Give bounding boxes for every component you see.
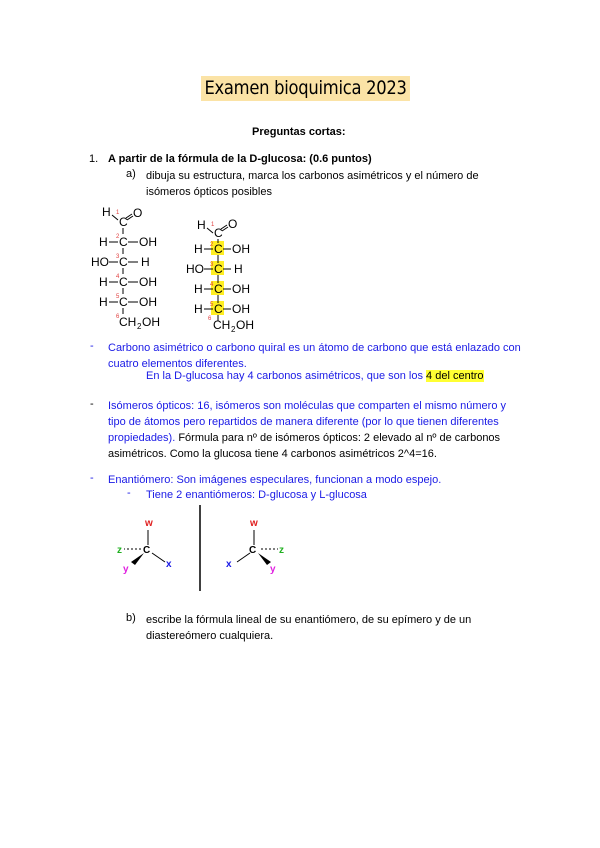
svg-text:C: C bbox=[119, 295, 128, 309]
stereo-center: C bbox=[249, 545, 257, 556]
svg-text:CH: CH bbox=[213, 318, 231, 332]
svg-text:2: 2 bbox=[137, 322, 142, 330]
asymmetric-carbon-detail: En la D-glucosa hay 4 carbonos asimétricos, que son los 4 del centro bbox=[146, 370, 484, 382]
label-y: y bbox=[270, 564, 276, 575]
label-x: x bbox=[226, 559, 232, 570]
svg-text:2: 2 bbox=[231, 325, 236, 334]
svg-text:1: 1 bbox=[211, 222, 215, 228]
svg-text:C: C bbox=[214, 282, 223, 296]
svg-text:H: H bbox=[99, 275, 108, 289]
svg-text:O: O bbox=[228, 217, 238, 231]
stereo-center: C bbox=[143, 545, 151, 556]
svg-text:5: 5 bbox=[116, 294, 120, 300]
glucose-fischer-diagram bbox=[85, 200, 175, 330]
svg-text:C: C bbox=[119, 275, 128, 289]
page-title: Examen bioquimica 2023 bbox=[201, 76, 410, 101]
atom-carbon: C bbox=[119, 215, 128, 229]
svg-text:OH: OH bbox=[139, 235, 157, 249]
label-w: w bbox=[145, 518, 153, 529]
svg-text:OH: OH bbox=[232, 282, 250, 296]
svg-text:C: C bbox=[214, 262, 223, 276]
svg-text:C: C bbox=[214, 242, 223, 256]
svg-text:OH: OH bbox=[236, 318, 254, 332]
part-a-text: dibuja su estructura, marca los carbonos asimétricos y el número de isómeros ópticos posibles bbox=[146, 170, 479, 198]
bullet-dash: - bbox=[90, 472, 94, 484]
svg-text:CH: CH bbox=[119, 315, 137, 329]
label-x: x bbox=[166, 559, 172, 570]
svg-text:O: O bbox=[133, 206, 143, 220]
section-heading: Preguntas cortas: bbox=[252, 126, 346, 138]
svg-text:4: 4 bbox=[116, 274, 120, 280]
svg-text:H: H bbox=[234, 262, 243, 276]
label-w: w bbox=[250, 518, 258, 529]
svg-text:HO: HO bbox=[91, 255, 109, 269]
enantiomer-mirror-diagram bbox=[108, 503, 308, 593]
svg-text:OH: OH bbox=[232, 242, 250, 256]
svg-text:OH: OH bbox=[139, 295, 157, 309]
svg-text:6: 6 bbox=[116, 314, 120, 320]
label-z: z bbox=[279, 545, 284, 556]
glucose-fischer-highlighted-diagram bbox=[180, 213, 270, 338]
svg-text:OH: OH bbox=[139, 275, 157, 289]
part-b-marker: b) bbox=[126, 612, 136, 624]
question-number: 1. bbox=[89, 153, 99, 165]
svg-text:3: 3 bbox=[116, 254, 120, 260]
label-y: y bbox=[123, 564, 129, 575]
svg-text:6: 6 bbox=[208, 316, 212, 322]
label-z: z bbox=[117, 545, 122, 556]
enantiomer-subpoint: Tiene 2 enantiómeros: D-glucosa y L-glucosa bbox=[146, 489, 367, 501]
svg-text:H: H bbox=[197, 218, 206, 232]
enantiomer-definition: Enantiómero: Son imágenes especulares, funcionan a modo espejo. bbox=[108, 474, 442, 486]
svg-text:H: H bbox=[99, 235, 108, 249]
svg-text:H: H bbox=[141, 255, 150, 269]
svg-text:C: C bbox=[214, 226, 223, 240]
optical-isomers-paragraph: Isómeros ópticos: 16, isómeros son moléculas que comparten el mismo número y tipo de átomos pero repartidos de manera diferente (por lo que tienen diferentes propiedades). Fórmula para nº de isómeros ópticos: 2 elevado al nº de carbonos asimétricos. Como la glucosa tiene 4 carbonos asimétricos 2^4=16. bbox=[108, 400, 507, 460]
svg-text:HO: HO bbox=[186, 262, 204, 276]
bullet-dash: - bbox=[90, 340, 94, 352]
part-b-text: escribe la fórmula lineal de su enantiómero, de su epímero y de un diastereómero cualquiera. bbox=[146, 614, 472, 642]
bullet-dash: - bbox=[90, 398, 94, 410]
svg-text:H: H bbox=[194, 302, 203, 316]
svg-text:OH: OH bbox=[232, 302, 250, 316]
atom-label: H bbox=[102, 205, 111, 219]
svg-text:3: 3 bbox=[210, 262, 214, 268]
part-a-marker: a) bbox=[126, 168, 136, 180]
svg-text:1: 1 bbox=[116, 210, 120, 216]
svg-text:H: H bbox=[99, 295, 108, 309]
bullet-dash: - bbox=[127, 487, 131, 499]
svg-text:5: 5 bbox=[210, 302, 214, 308]
svg-text:C: C bbox=[119, 235, 128, 249]
asymmetric-carbon-definition: Carbono asimétrico o carbono quiral es un átomo de carbono que está enlazado con cuatro elementos diferentes. bbox=[108, 342, 521, 370]
svg-text:2: 2 bbox=[210, 242, 214, 248]
svg-text:C: C bbox=[214, 302, 223, 316]
svg-text:C: C bbox=[119, 255, 128, 269]
svg-text:4: 4 bbox=[210, 282, 214, 288]
svg-text:H: H bbox=[194, 242, 203, 256]
highlight-4-centro: 4 del centro bbox=[426, 370, 484, 382]
svg-text:2: 2 bbox=[116, 234, 120, 240]
question-text: A partir de la fórmula de la D-glucosa: (0.6 puntos) bbox=[108, 153, 372, 165]
svg-text:OH: OH bbox=[142, 315, 160, 329]
svg-text:H: H bbox=[194, 282, 203, 296]
